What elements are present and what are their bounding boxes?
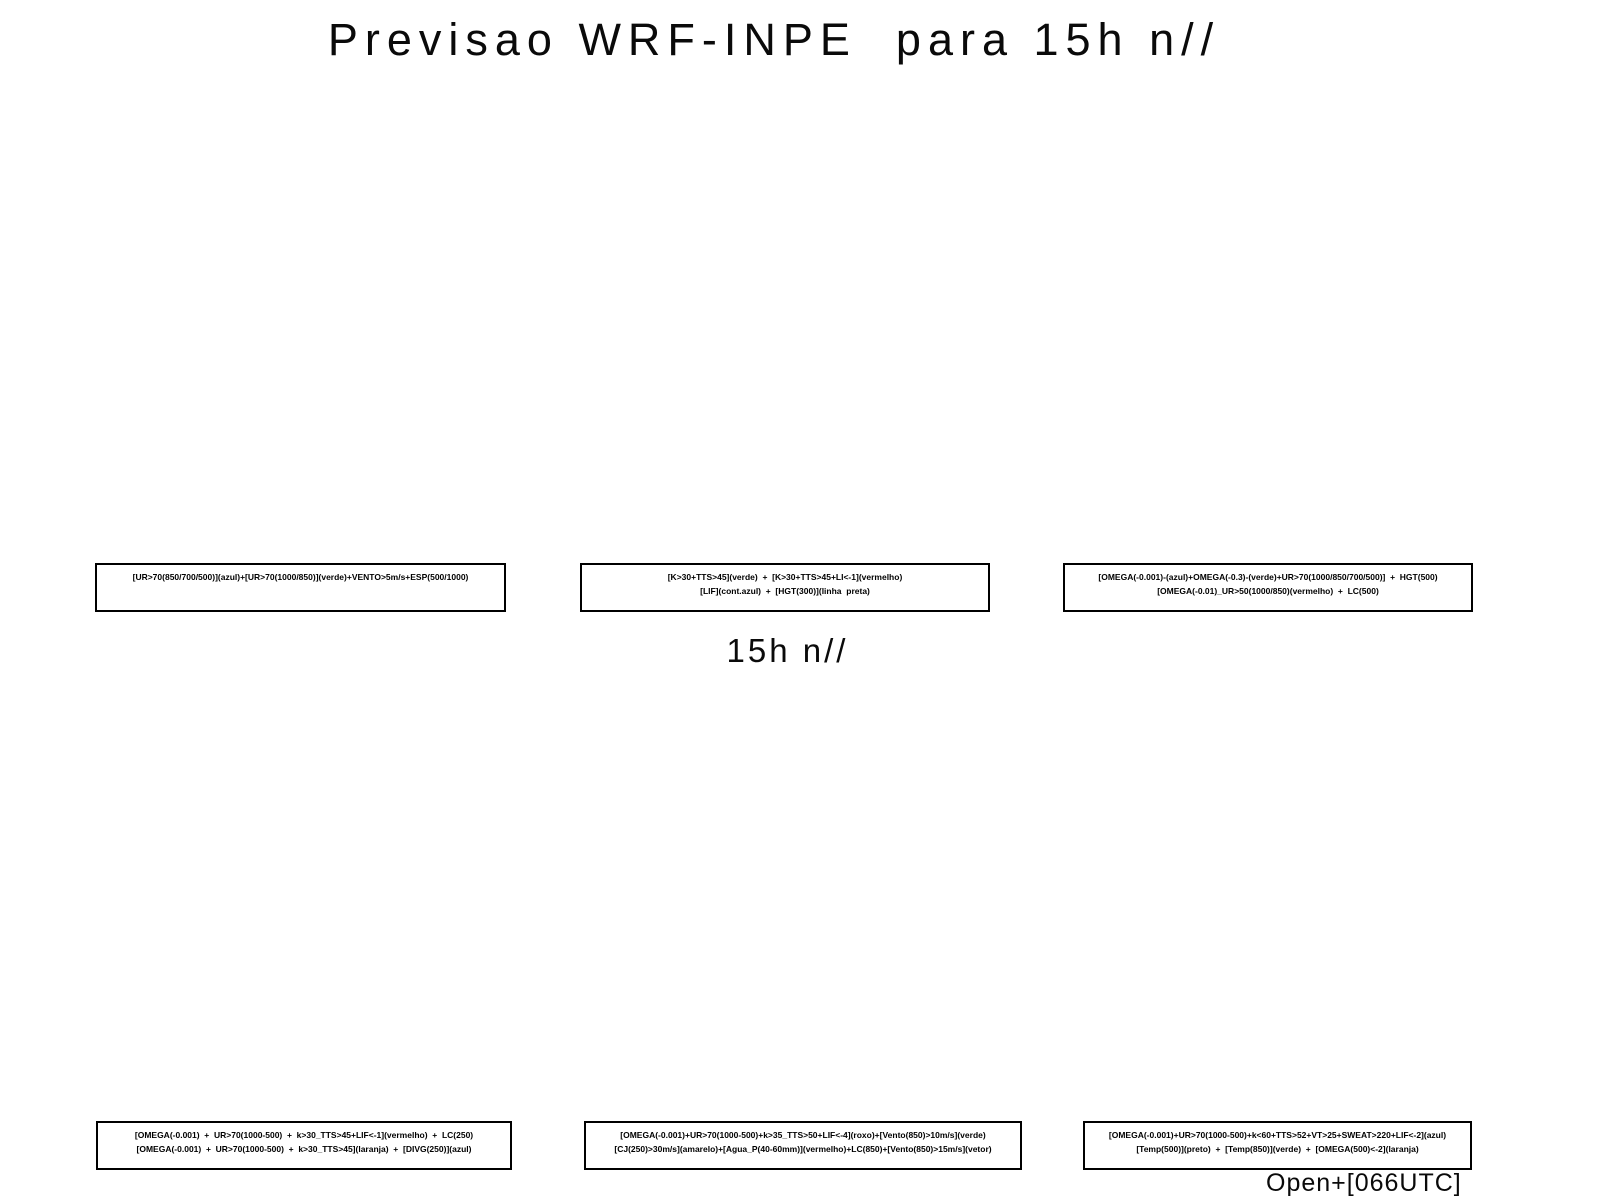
legend-line-2: [OMEGA(-0.01)_UR>50(1000/850)(vermelho) + LC(500): [1157, 586, 1379, 596]
legend-line-2: [Temp(500)](preto) + [Temp(850)](verde) + [OMEGA(500)<-2](laranja): [1136, 1144, 1419, 1154]
legend-box-top-right: [1063, 563, 1473, 612]
legend-line-2: [OMEGA(-0.001) + UR>70(1000-500) + k>30_TTS>45](laranja) + [DIVG(250)](azul): [136, 1144, 472, 1154]
legend-line-1: [OMEGA(-0.001)+UR>70(1000-500)+k>35_TTS>50+LIF<-4](roxo)+[Vento(850)>10m/s](verde): [620, 1130, 986, 1140]
map-panel-top-blank: [0, 90, 1600, 555]
legend-box-top-left: [95, 563, 506, 612]
legend-line-1: [OMEGA(-0.001)+UR>70(1000-500)+k<60+TTS>52+VT>25+SWEAT>220+LIF<-2](azul): [1108, 1130, 1447, 1140]
legend-box-bottom-right: [1083, 1121, 1472, 1170]
legend-line-1: [K>30+TTS>45](verde) + [K>30+TTS>45+LI<-1](vermelho): [667, 572, 903, 582]
map-panel-bottom-blank: [0, 680, 1600, 1115]
legend-line-1: [OMEGA(-0.001) + UR>70(1000-500) + k>30_TTS>45+LIF<-1](vermelho) + LC(250): [134, 1130, 474, 1140]
legend-line-2: [CJ(250)>30m/s](amarelo)+[Agua_P(40-60mm)](vermelho)+LC(850)+[Vento(850)>15m/s](vetor): [614, 1144, 992, 1154]
page-title: Previsao WRF-INPE para 15h n//: [327, 14, 1221, 65]
legend-line-1: [OMEGA(-0.001)-(azul)+OMEGA(-0.3)-(verde)+UR>70(1000/850/700/500)] + HGT(500): [1098, 572, 1438, 582]
legend-box-bottom-center: [584, 1121, 1022, 1170]
legend-box-top-center: [580, 563, 990, 612]
legend-box-bottom-left: [96, 1121, 512, 1170]
legend-line-2: [LIF](cont.azul) + [HGT(300)](linha preta): [700, 586, 870, 596]
legend-line-1: [UR>70(850/700/500)](azul)+[UR>70(1000/850)](verde)+VENTO>5m/s+ESP(500/1000): [132, 572, 469, 582]
footer-open-label: Open+[066UTC]: [1266, 1169, 1462, 1197]
panel-time-label: 15h n//: [726, 632, 849, 669]
